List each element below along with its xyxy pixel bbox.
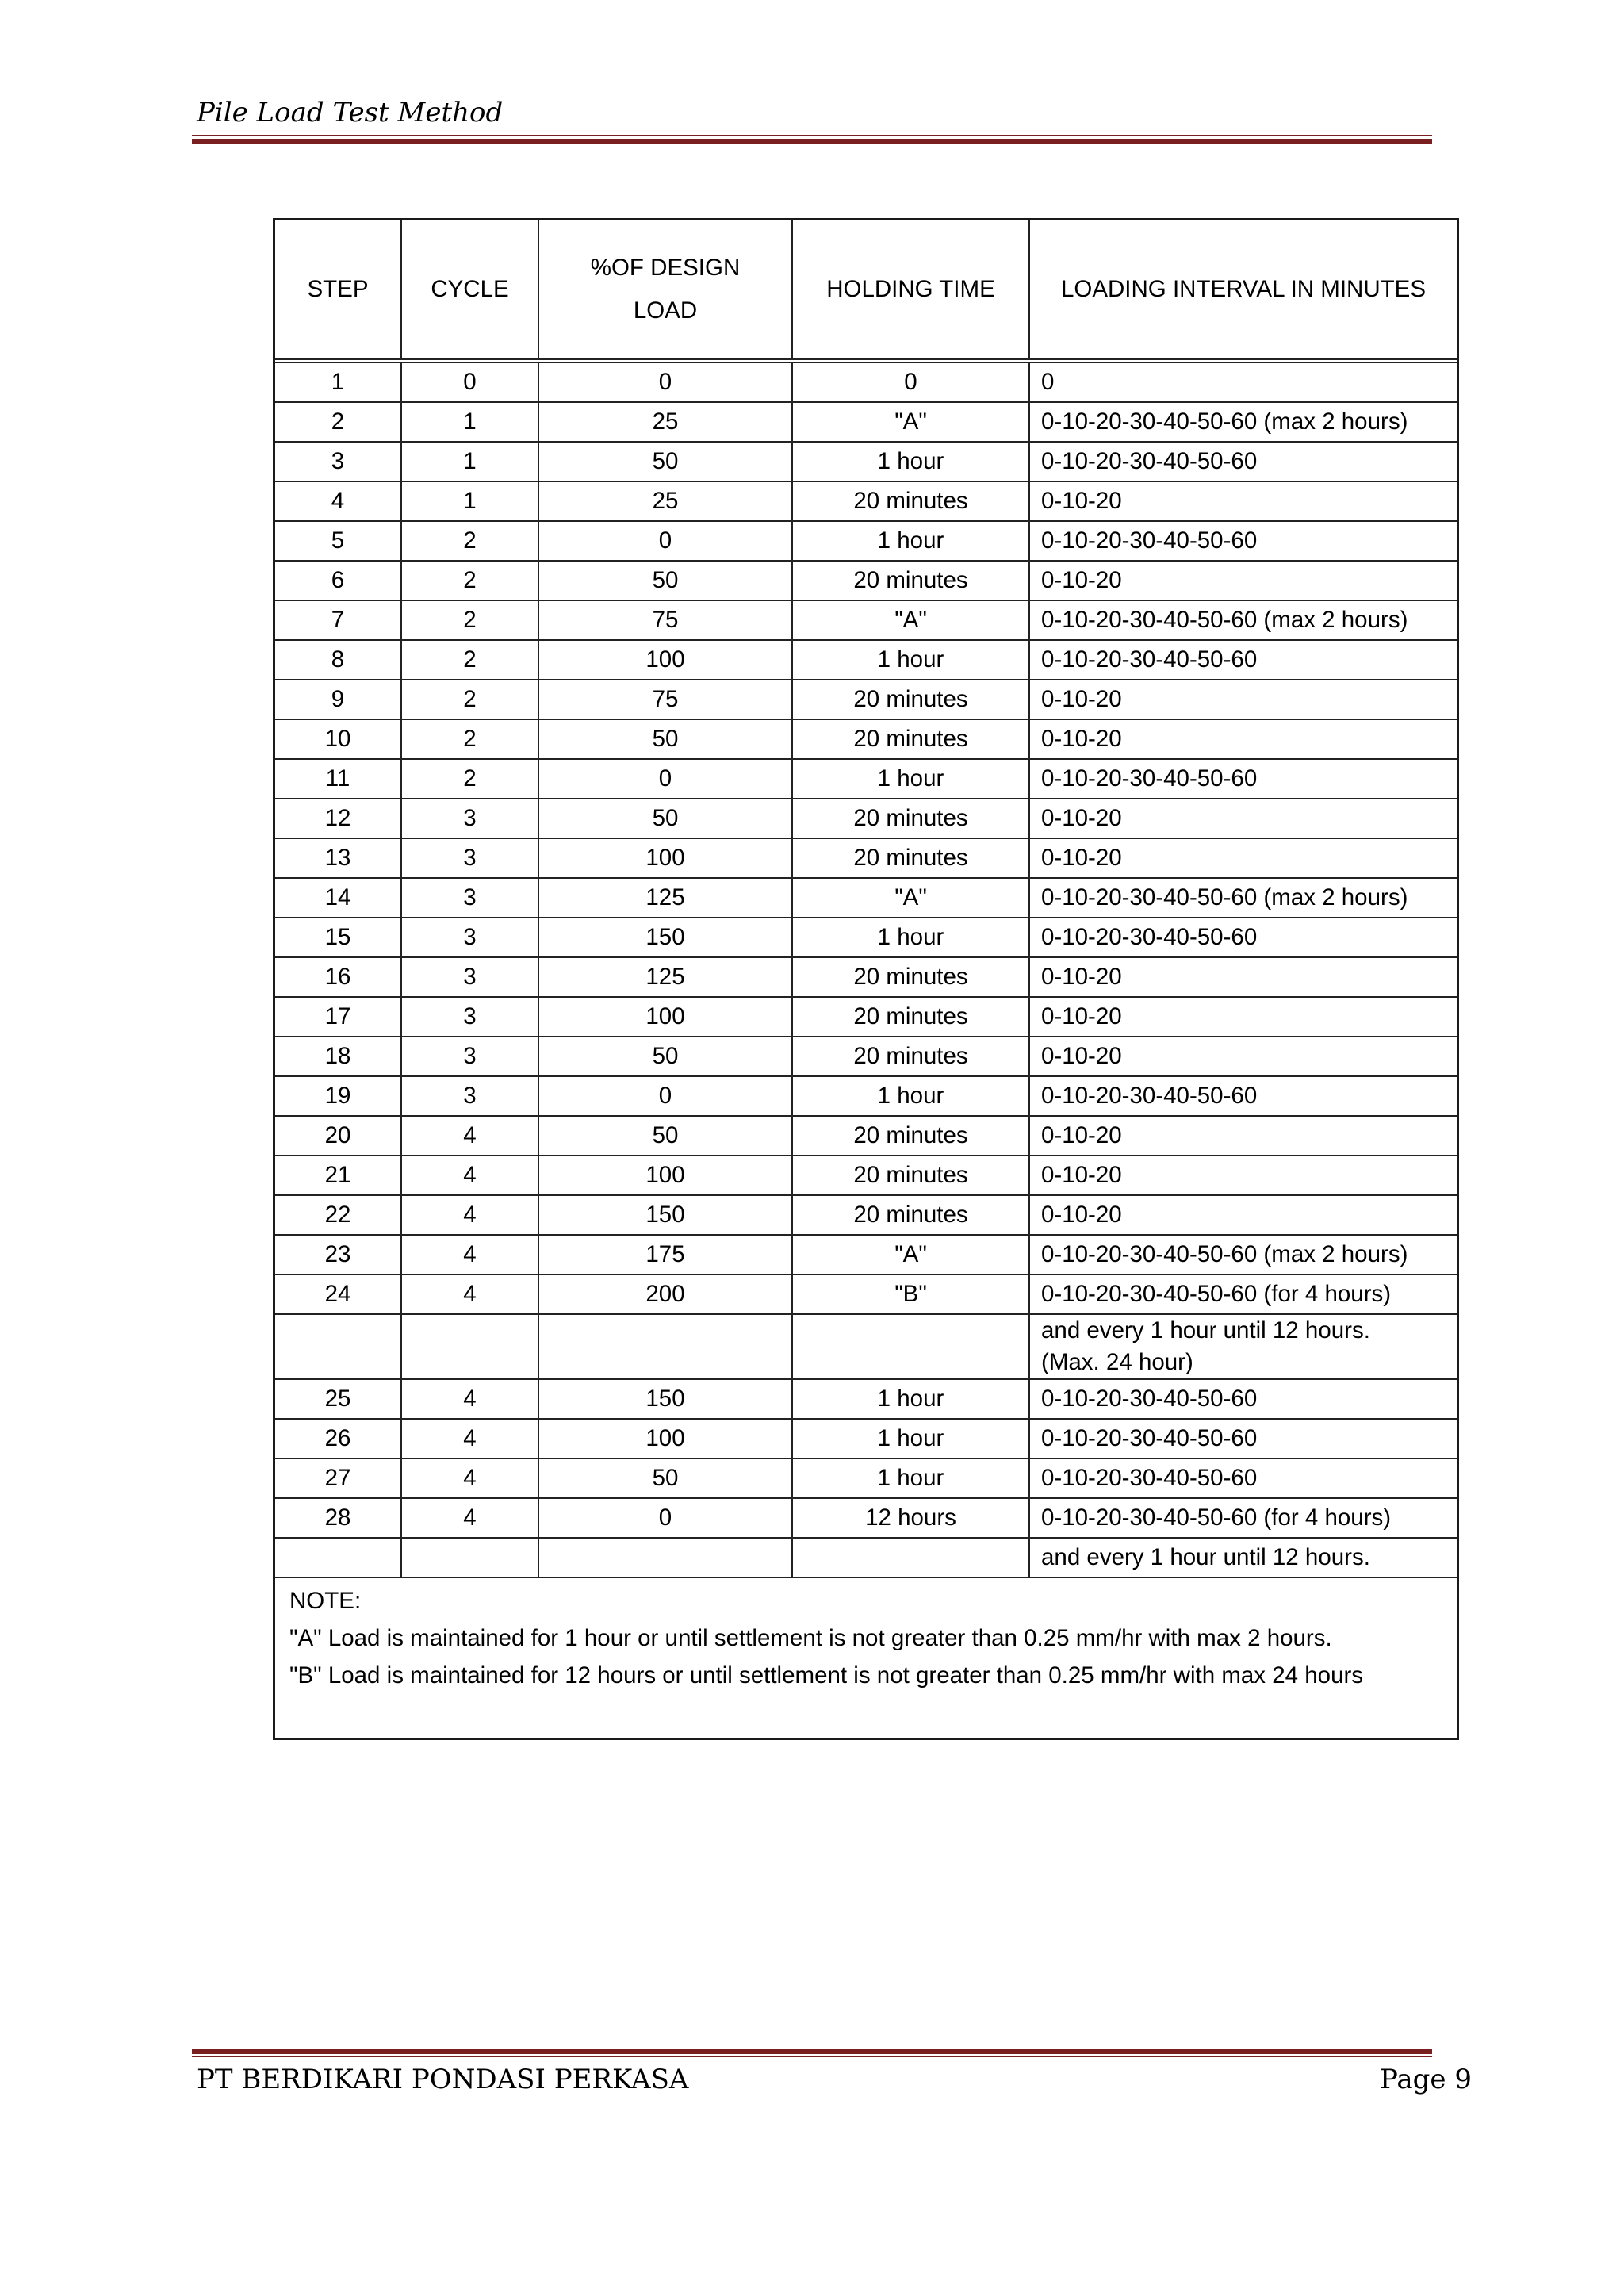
cell-holding-time: "B" — [792, 1274, 1029, 1314]
cell-step: 3 — [275, 442, 401, 481]
cell-cycle: 4 — [401, 1195, 538, 1235]
cell-holding-time: 20 minutes — [792, 481, 1029, 521]
cell-step: 20 — [275, 1116, 401, 1156]
cell-step — [275, 1314, 401, 1379]
cell-design-load: 200 — [538, 1274, 792, 1314]
cell-holding-time: 1 hour — [792, 1419, 1029, 1458]
table-row — [275, 1235, 1457, 1274]
cell-step: 27 — [275, 1458, 401, 1498]
cell-holding-time: 20 minutes — [792, 561, 1029, 600]
cell-loading-interval: 0-10-20 — [1029, 838, 1457, 878]
cell-cycle: 3 — [401, 838, 538, 878]
cell-loading-interval: 0-10-20 — [1029, 957, 1457, 997]
cell-design-load: 100 — [538, 640, 792, 680]
load-schedule-table — [275, 220, 1457, 1578]
cell-cycle: 2 — [401, 521, 538, 561]
table-row — [275, 1314, 1457, 1379]
cell-cycle: 1 — [401, 402, 538, 442]
cell-cycle: 2 — [401, 719, 538, 759]
cell-step: 24 — [275, 1274, 401, 1314]
cell-loading-interval: 0-10-20-30-40-50-60 — [1029, 442, 1457, 481]
cell-loading-interval: 0-10-20-30-40-50-60 — [1029, 1379, 1457, 1419]
column-header-holding-time: HOLDING TIME — [792, 220, 1029, 361]
cell-loading-interval: 0-10-20-30-40-50-60 — [1029, 640, 1457, 680]
cell-design-load: 150 — [538, 918, 792, 957]
cell-holding-time: 20 minutes — [792, 957, 1029, 997]
table-row — [275, 1498, 1457, 1538]
cell-design-load: 125 — [538, 878, 792, 918]
cell-cycle — [401, 1314, 538, 1379]
cell-step: 1 — [275, 361, 401, 402]
cell-cycle: 1 — [401, 481, 538, 521]
cell-loading-interval: 0-10-20 — [1029, 1037, 1457, 1076]
cell-loading-interval: 0-10-20-30-40-50-60 — [1029, 1076, 1457, 1116]
note-title: NOTE: — [289, 1588, 362, 1614]
table-body — [275, 361, 1457, 1577]
cell-holding-time: "A" — [792, 1235, 1029, 1274]
cell-design-load: 50 — [538, 561, 792, 600]
cell-design-load: 0 — [538, 1498, 792, 1538]
cell-cycle: 3 — [401, 799, 538, 838]
cell-loading-interval: 0 — [1029, 361, 1457, 402]
note-block — [289, 1582, 1363, 1694]
table-row — [275, 1116, 1457, 1156]
cell-cycle: 2 — [401, 561, 538, 600]
table-row — [275, 600, 1457, 640]
cell-cycle: 4 — [401, 1458, 538, 1498]
cell-step: 12 — [275, 799, 401, 838]
table-row — [275, 1419, 1457, 1458]
cell-loading-interval: 0-10-20-30-40-50-60 (for 4 hours) — [1029, 1274, 1457, 1314]
cell-cycle: 3 — [401, 1037, 538, 1076]
table-row — [275, 838, 1457, 878]
cell-cycle: 3 — [401, 957, 538, 997]
table-row — [275, 719, 1457, 759]
cell-cycle: 4 — [401, 1379, 538, 1419]
cell-loading-interval: 0-10-20-30-40-50-60 — [1029, 1419, 1457, 1458]
cell-cycle: 4 — [401, 1156, 538, 1195]
cell-holding-time: 1 hour — [792, 1379, 1029, 1419]
cell-cycle: 2 — [401, 640, 538, 680]
table-row — [275, 799, 1457, 838]
cell-step: 26 — [275, 1419, 401, 1458]
cell-step: 11 — [275, 759, 401, 799]
table-row — [275, 680, 1457, 719]
cell-design-load: 25 — [538, 402, 792, 442]
cell-design-load: 150 — [538, 1195, 792, 1235]
cell-step: 28 — [275, 1498, 401, 1538]
cell-design-load: 25 — [538, 481, 792, 521]
cell-cycle: 0 — [401, 361, 538, 402]
footer-rule-thick — [192, 2049, 1432, 2054]
cell-cycle: 3 — [401, 878, 538, 918]
cell-step: 5 — [275, 521, 401, 561]
cell-cycle: 4 — [401, 1235, 538, 1274]
cell-step: 10 — [275, 719, 401, 759]
cell-step: 25 — [275, 1379, 401, 1419]
cell-loading-interval: 0-10-20 — [1029, 1156, 1457, 1195]
cell-holding-time: 1 hour — [792, 640, 1029, 680]
cell-step: 4 — [275, 481, 401, 521]
cell-cycle: 3 — [401, 997, 538, 1037]
cell-holding-time: 20 minutes — [792, 997, 1029, 1037]
cell-step: 7 — [275, 600, 401, 640]
cell-holding-time: 1 hour — [792, 1076, 1029, 1116]
cell-cycle: 3 — [401, 1076, 538, 1116]
cell-cycle: 3 — [401, 918, 538, 957]
cell-holding-time: 20 minutes — [792, 719, 1029, 759]
cell-loading-interval: 0-10-20 — [1029, 997, 1457, 1037]
column-header-loading-interval: LOADING INTERVAL IN MINUTES — [1029, 220, 1457, 361]
cell-cycle: 2 — [401, 759, 538, 799]
table-row — [275, 1379, 1457, 1419]
cell-holding-time: 1 hour — [792, 918, 1029, 957]
cell-loading-interval: 0-10-20-30-40-50-60 — [1029, 521, 1457, 561]
cell-holding-time: 1 hour — [792, 521, 1029, 561]
cell-step: 16 — [275, 957, 401, 997]
cell-step: 13 — [275, 838, 401, 878]
cell-cycle: 1 — [401, 442, 538, 481]
footer-company-name: PT BERDIKARI PONDASI PERKASA — [197, 2064, 689, 2095]
cell-design-load: 50 — [538, 1037, 792, 1076]
cell-loading-interval: 0-10-20-30-40-50-60 — [1029, 759, 1457, 799]
table-row — [275, 997, 1457, 1037]
page-header-title: Pile Load Test Method — [197, 97, 504, 128]
cell-loading-interval: 0-10-20-30-40-50-60 (max 2 hours) — [1029, 600, 1457, 640]
cell-holding-time: "A" — [792, 402, 1029, 442]
cell-holding-time: 20 minutes — [792, 1037, 1029, 1076]
cell-design-load: 50 — [538, 719, 792, 759]
cell-cycle: 4 — [401, 1419, 538, 1458]
cell-step: 21 — [275, 1156, 401, 1195]
table-row — [275, 1458, 1457, 1498]
table-row — [275, 481, 1457, 521]
table-row — [275, 521, 1457, 561]
cell-holding-time: 20 minutes — [792, 799, 1029, 838]
cell-design-load: 0 — [538, 521, 792, 561]
cell-holding-time: "A" — [792, 600, 1029, 640]
cell-loading-interval: 0-10-20-30-40-50-60 — [1029, 1458, 1457, 1498]
table-row — [275, 361, 1457, 402]
cell-step: 19 — [275, 1076, 401, 1116]
table-row — [275, 1274, 1457, 1314]
cell-design-load: 50 — [538, 1116, 792, 1156]
cell-design-load: 150 — [538, 1379, 792, 1419]
cell-loading-interval: 0-10-20 — [1029, 481, 1457, 521]
table-row — [275, 561, 1457, 600]
cell-step — [275, 1538, 401, 1577]
cell-holding-time: 1 hour — [792, 1458, 1029, 1498]
cell-design-load: 100 — [538, 1419, 792, 1458]
cell-loading-interval: 0-10-20-30-40-50-60 (max 2 hours) — [1029, 1235, 1457, 1274]
cell-design-load: 100 — [538, 1156, 792, 1195]
note-line-b: "B" Load is maintained for 12 hours or until settlement is not greater than 0.25 mm/hr with max 24 hours — [289, 1662, 1364, 1688]
cell-holding-time — [792, 1314, 1029, 1379]
cell-design-load: 100 — [538, 838, 792, 878]
cell-design-load: 125 — [538, 957, 792, 997]
table-row — [275, 1037, 1457, 1076]
cell-holding-time: 20 minutes — [792, 838, 1029, 878]
cell-holding-time: 20 minutes — [792, 1156, 1029, 1195]
cell-holding-time: 20 minutes — [792, 680, 1029, 719]
cell-design-load: 50 — [538, 1458, 792, 1498]
table-row — [275, 759, 1457, 799]
table-row — [275, 402, 1457, 442]
cell-loading-interval: 0-10-20 — [1029, 1116, 1457, 1156]
cell-step: 22 — [275, 1195, 401, 1235]
cell-holding-time — [792, 1538, 1029, 1577]
cell-loading-interval: 0-10-20 — [1029, 680, 1457, 719]
cell-step: 2 — [275, 402, 401, 442]
table-row — [275, 918, 1457, 957]
header-rule-thin — [192, 135, 1432, 136]
cell-loading-interval: 0-10-20-30-40-50-60 — [1029, 918, 1457, 957]
cell-design-load — [538, 1314, 792, 1379]
cell-step: 23 — [275, 1235, 401, 1274]
cell-design-load: 50 — [538, 799, 792, 838]
column-header-step: STEP — [275, 220, 401, 361]
cell-design-load: 0 — [538, 1076, 792, 1116]
table-row — [275, 1076, 1457, 1116]
cell-holding-time: 20 minutes — [792, 1116, 1029, 1156]
cell-cycle: 4 — [401, 1116, 538, 1156]
note-line-a: "A" Load is maintained for 1 hour or until settlement is not greater than 0.25 mm/hr with max 2 hours. — [289, 1625, 1332, 1651]
table-row — [275, 640, 1457, 680]
cell-cycle: 2 — [401, 600, 538, 640]
column-header-design-load-line-1: %OF DESIGN — [590, 255, 741, 281]
cell-step: 15 — [275, 918, 401, 957]
cell-loading-interval: 0-10-20-30-40-50-60 (max 2 hours) — [1029, 878, 1457, 918]
cell-cycle: 2 — [401, 680, 538, 719]
footer-page-number: Page 9 — [1380, 2064, 1472, 2095]
cell-cycle: 4 — [401, 1498, 538, 1538]
cell-step: 14 — [275, 878, 401, 918]
cell-design-load — [538, 1538, 792, 1577]
header-rule-thick — [192, 139, 1432, 144]
cell-loading-interval: 0-10-20 — [1029, 1195, 1457, 1235]
column-header-design-load — [538, 220, 792, 361]
table-row — [275, 878, 1457, 918]
cell-cycle — [401, 1538, 538, 1577]
cell-step: 18 — [275, 1037, 401, 1076]
cell-step: 9 — [275, 680, 401, 719]
load-schedule-table-frame — [273, 218, 1459, 1740]
cell-loading-interval: 0-10-20 — [1029, 561, 1457, 600]
cell-step: 8 — [275, 640, 401, 680]
cell-loading-interval: and every 1 hour until 12 hours. (Max. 24 hour) — [1029, 1314, 1457, 1379]
cell-design-load: 75 — [538, 600, 792, 640]
cell-holding-time: 12 hours — [792, 1498, 1029, 1538]
column-header-design-load-line-2: LOAD — [633, 297, 698, 324]
table-row — [275, 1538, 1457, 1577]
table-row — [275, 1195, 1457, 1235]
cell-holding-time: 1 hour — [792, 759, 1029, 799]
cell-holding-time: 20 minutes — [792, 1195, 1029, 1235]
cell-design-load: 75 — [538, 680, 792, 719]
cell-loading-interval: 0-10-20 — [1029, 719, 1457, 759]
cell-cycle: 4 — [401, 1274, 538, 1314]
cell-holding-time: 0 — [792, 361, 1029, 402]
table-header-row — [275, 220, 1457, 361]
cell-step: 17 — [275, 997, 401, 1037]
table-row — [275, 442, 1457, 481]
cell-loading-interval: 0-10-20 — [1029, 799, 1457, 838]
cell-holding-time: 1 hour — [792, 442, 1029, 481]
cell-loading-interval: 0-10-20-30-40-50-60 (for 4 hours) — [1029, 1498, 1457, 1538]
cell-design-load: 100 — [538, 997, 792, 1037]
table-row — [275, 957, 1457, 997]
cell-design-load: 0 — [538, 759, 792, 799]
table-row — [275, 1156, 1457, 1195]
column-header-cycle: CYCLE — [401, 220, 538, 361]
cell-design-load: 0 — [538, 361, 792, 402]
cell-loading-interval: and every 1 hour until 12 hours. — [1029, 1538, 1457, 1577]
cell-holding-time: "A" — [792, 878, 1029, 918]
cell-design-load: 175 — [538, 1235, 792, 1274]
cell-step: 6 — [275, 561, 401, 600]
cell-loading-interval: 0-10-20-30-40-50-60 (max 2 hours) — [1029, 402, 1457, 442]
footer-rule-thin — [192, 2056, 1432, 2057]
cell-design-load: 50 — [538, 442, 792, 481]
